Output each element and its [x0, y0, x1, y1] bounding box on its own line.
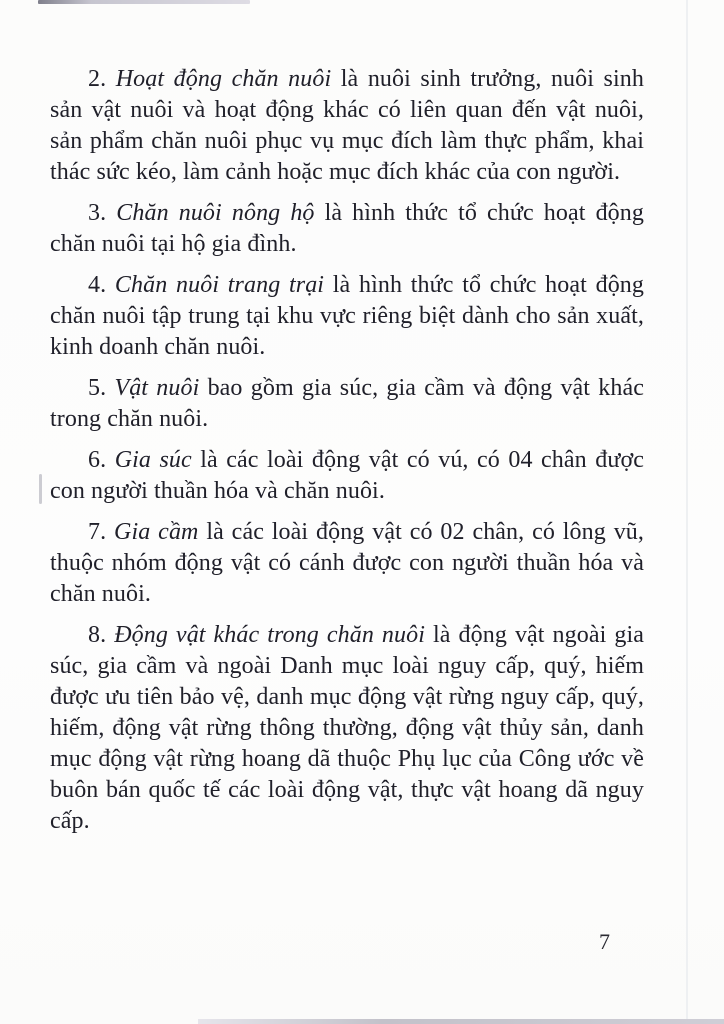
- defined-term-italic: Hoạt động chăn nuôi: [115, 66, 332, 92]
- scan-artifact-bottom: [198, 1019, 724, 1024]
- paragraph-body: là hình thức tổ chức hoạt động chăn nuôi tập trung tại khu vực riêng biệt dành cho sản xuất, kinh doanh chăn nuôi.: [50, 272, 645, 360]
- scan-artifact-top: [38, 0, 250, 4]
- defined-term-italic: Gia cầm: [114, 519, 199, 545]
- page-edge-shadow: [686, 0, 688, 1024]
- paragraph-number: 5.: [88, 375, 115, 401]
- paragraph: [50, 64, 644, 188]
- text-block: [50, 64, 644, 847]
- defined-term-italic: Chăn nuôi nông hộ: [116, 200, 315, 226]
- defined-term-italic: Chăn nuôi trang trại: [114, 272, 325, 298]
- paragraph-number: 8.: [88, 622, 115, 648]
- scan-speck: [39, 474, 42, 504]
- paragraph: [50, 620, 644, 837]
- paragraph: [50, 270, 644, 363]
- paragraph-number: 7.: [88, 519, 115, 545]
- paragraph-body: là các loài động vật có 02 chân, có lông vũ, thuộc nhóm động vật có cánh được con người thuần hóa và chăn nuôi.: [50, 519, 644, 607]
- paragraph-body: là các loài động vật có vú, có 04 chân được con người thuần hóa và chăn nuôi.: [50, 447, 644, 504]
- paragraph-body: là động vật ngoài gia súc, gia cầm và ngoài Danh mục loài nguy cấp, quý, hiếm được ưu tiên bảo vệ, danh mục động vật rừng nguy cấp, quý, hiếm, động vật rừng thông thường, động vật thủy sản, danh mục động vật rừng hoang dã thuộc Phụ lục của Công ước về buôn bán quốc tế các loài động vật, thực vật hoang dã nguy cấp.: [50, 622, 644, 834]
- paragraph-number: 2.: [88, 66, 116, 92]
- paragraph-number: 6.: [88, 447, 115, 473]
- paragraph-number: 4.: [88, 272, 115, 298]
- paragraph: [50, 517, 644, 610]
- paragraph: [50, 373, 644, 435]
- paragraph-body: là nuôi sinh trưởng, nuôi sinh sản vật nuôi và hoạt động khác có liên quan đến vật nuôi, sản phẩm chăn nuôi phục vụ mục đích làm thực phẩm, khai thác sức kéo, làm cảnh hoặc mục đích khác của con người.: [50, 66, 644, 185]
- paragraph: [50, 198, 644, 260]
- paragraph-number: 3.: [88, 200, 117, 226]
- defined-term-italic: Động vật khác trong chăn nuôi: [114, 622, 426, 648]
- paragraph-body: là hình thức tổ chức hoạt động chăn nuôi tại hộ gia đình.: [50, 200, 644, 257]
- paragraph-body: bao gồm gia súc, gia cầm và động vật khác trong chăn nuôi.: [50, 375, 644, 432]
- defined-term-italic: Gia súc: [114, 447, 192, 473]
- defined-term-italic: Vật nuôi: [114, 375, 200, 401]
- paragraph: [50, 445, 644, 507]
- page-number: 7: [599, 929, 610, 954]
